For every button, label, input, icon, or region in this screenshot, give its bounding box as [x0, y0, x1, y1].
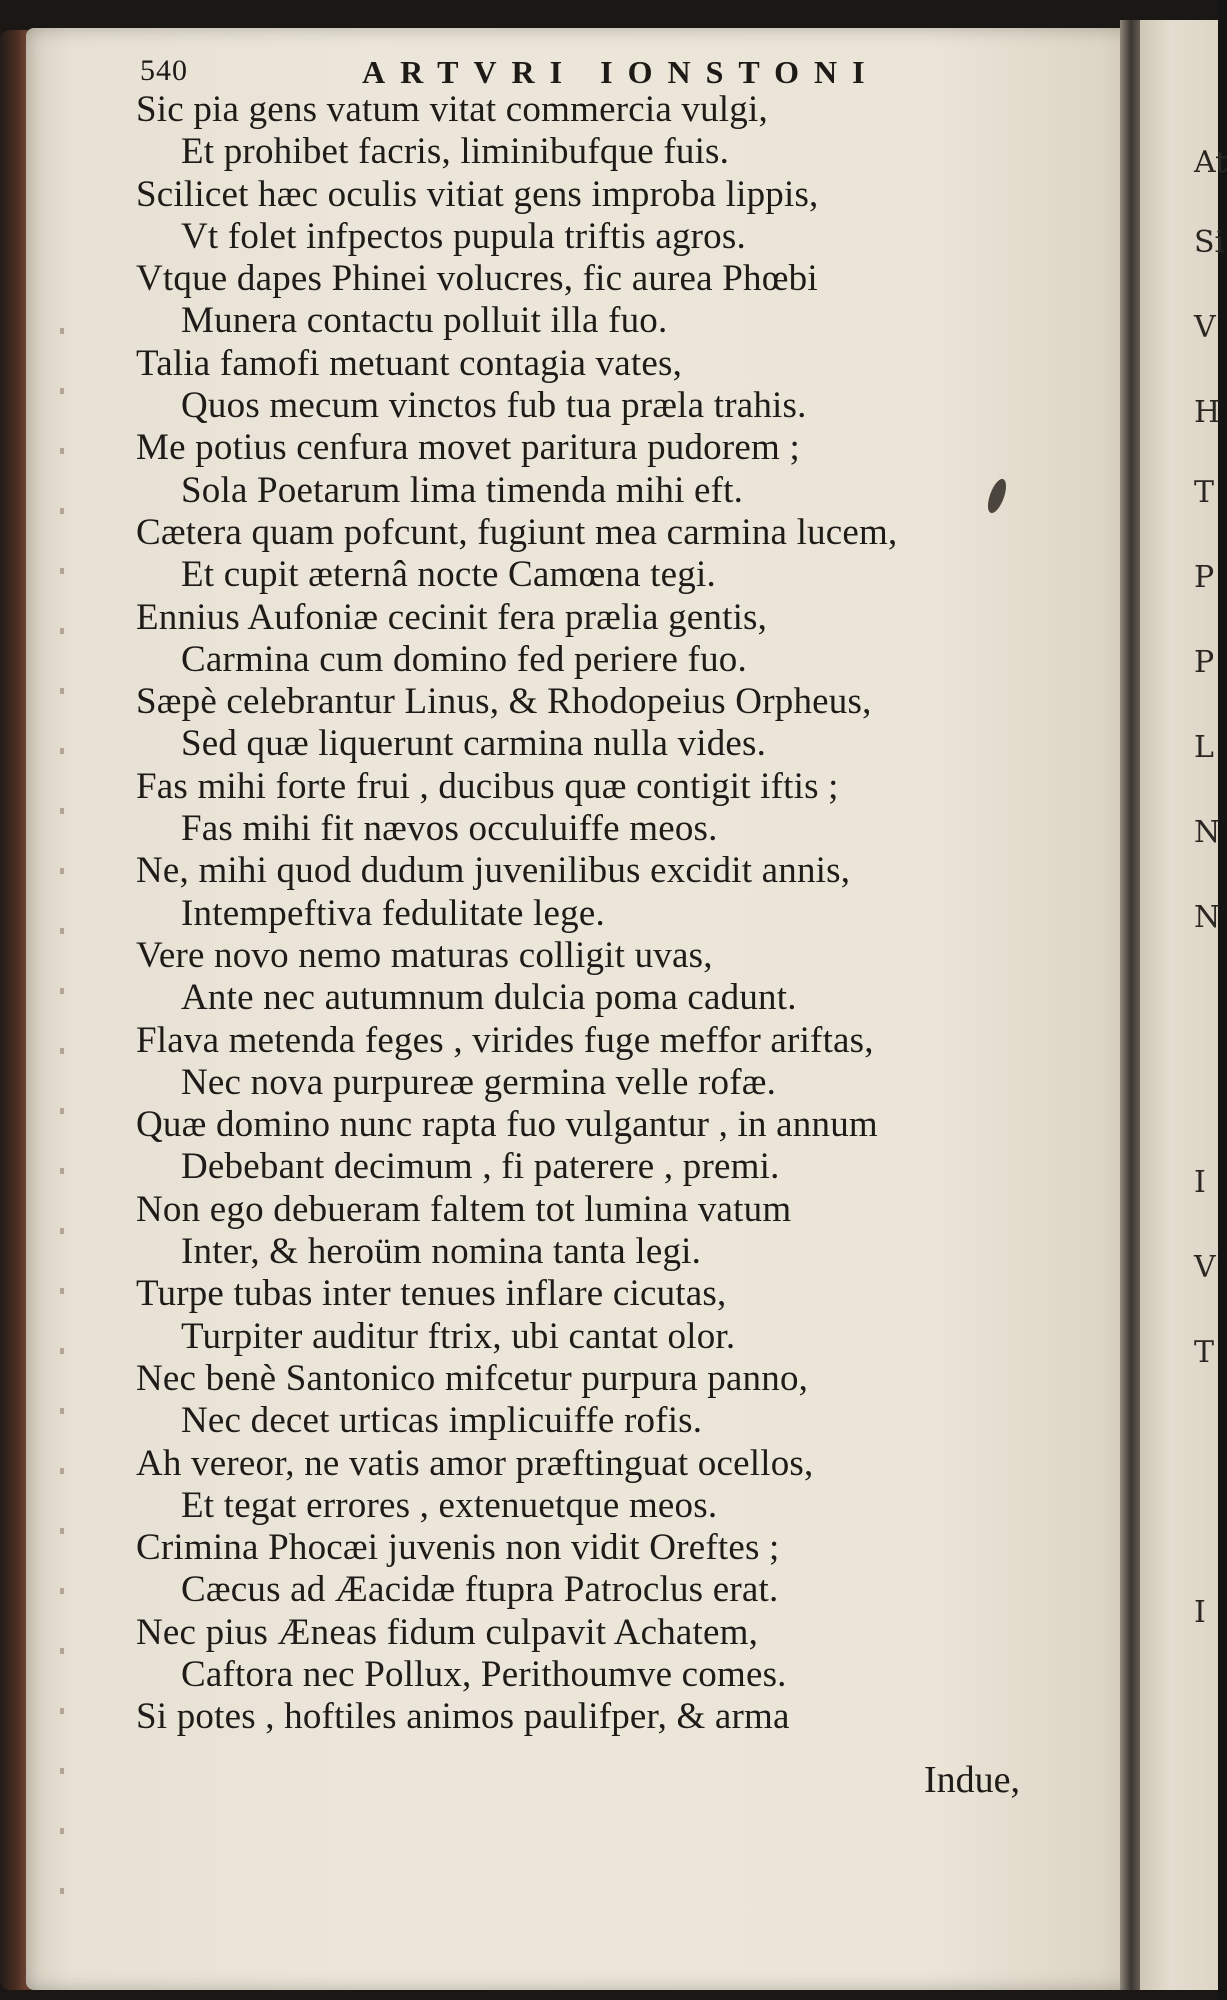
verse-line: Caftora nec Pollux, Perithoumve comes. [181, 1653, 787, 1695]
verse-line: Intempeftiva fedulitate lege. [181, 892, 605, 934]
page-header [130, 50, 1030, 94]
verse-line: Ah vereor, ne vatis amor præftinguat ocellos, [136, 1442, 814, 1484]
verse-line: Sæpè celebrantur Linus, & Rhodopeius Orpheus, [136, 681, 872, 723]
verse-line: Talia famofi metuant contagia vates, [136, 342, 683, 384]
verse-line: Vtque dapes Phinei volucres, fic aurea Phœbi [136, 258, 818, 300]
facing-page-fragment: T [1194, 475, 1215, 510]
verse-line: Et cupit æternâ nocte Camœna tegi. [181, 554, 716, 596]
verse-line: Me potius cenfura movet paritura pudorem ; [136, 427, 800, 469]
verse-line: Fas mihi forte frui , ducibus quæ contigit iftis ; [136, 765, 839, 807]
facing-page-fragment: L [1194, 730, 1214, 765]
verse-line: Sic pia gens vatum vitat commercia vulgi, [136, 89, 768, 130]
verse-line: Crimina Phocæi juvenis non vidit Oreftes ; [136, 1527, 780, 1569]
verse-line: Et prohibet facris, liminibufque fuis. [181, 131, 730, 173]
running-head: ARTVRI IONSTONI [362, 54, 880, 90]
facing-page-fragment: N [1194, 815, 1221, 850]
facing-page-edge [1140, 20, 1227, 1990]
facing-page-fragment: P [1194, 645, 1215, 680]
verse-line: Sola Poetarum lima timenda mihi eft. [181, 469, 744, 511]
verse-line: Ante nec autumnum dulcia poma cadunt. [181, 977, 797, 1019]
verse-line: Munera contactu polluit illa fuo. [181, 300, 668, 342]
verse-line: Ennius Aufoniæ cecinit fera prælia gentis, [136, 596, 768, 638]
verse-line: Inter, & heroüm nomina tanta legi. [181, 1231, 702, 1273]
page-number: 540 [140, 54, 188, 87]
verse-line: Carmina cum domino fed periere fuo. [181, 638, 747, 680]
verse-line: Scilicet hæc oculis vitiat gens improba lippis, [136, 173, 819, 215]
facing-page-fragment: T [1194, 1335, 1215, 1370]
facing-page-fragment: P [1194, 560, 1215, 595]
verse-line: Quos mecum vinctos fub tua præla trahis. [181, 385, 807, 427]
facing-page-fragment: H [1194, 395, 1221, 430]
verse-line: Debebant decimum , fi paterere , premi. [181, 1146, 780, 1188]
verse-line: Cæcus ad Æacidæ ftupra Patroclus erat. [181, 1569, 779, 1611]
verse-line: Nec decet urticas implicuiffe rofis. [181, 1400, 703, 1442]
verse-line: Nec nova purpureæ germina velle rofæ. [181, 1061, 777, 1103]
book-gutter [1120, 20, 1142, 1990]
verse-line: Si potes , hoftiles animos paulifper, & arma [136, 1696, 790, 1738]
verse-block [136, 89, 1096, 1739]
verse-line: Et tegat errores , extenuetque meos. [181, 1484, 718, 1526]
verse-line: Non ego debueram faltem tot lumina vatum [136, 1188, 792, 1230]
facing-page-fragment: I [1194, 1165, 1206, 1200]
facing-page-fragment: V [1194, 1250, 1216, 1285]
verse-line: Nec benè Santonico mifcetur purpura panno, [136, 1357, 809, 1399]
verse-line: Turpe tubas inter tenues inflare cicutas, [136, 1273, 727, 1315]
verse-line: Ne, mihi quod dudum juvenilibus excidit annis, [136, 850, 851, 892]
verse-line: Turpiter auditur ftrix, ubi cantat olor. [181, 1315, 736, 1357]
page-edge-stains [60, 328, 64, 1928]
facing-page-fragment: N [1194, 900, 1221, 935]
verse-line: Cætera quam pofcunt, fugiunt mea carmina lucem, [136, 511, 898, 553]
verse-line: Vere novo nemo maturas colligit uvas, [136, 934, 713, 976]
facing-page-fragment: At [1194, 145, 1227, 180]
verse-line: Vt folet infpectos pupula triftis agros. [181, 215, 746, 257]
verse-line: Nec pius Æneas fidum culpavit Achatem, [136, 1611, 759, 1653]
verse-line: Quæ domino nunc rapta fuo vulgantur , in annum [136, 1104, 878, 1146]
verse-line: Fas mihi fit nævos occuluiffe meos. [181, 808, 718, 850]
facing-page-fragment: V [1194, 310, 1216, 345]
catchword: Indue, [924, 1759, 1021, 1801]
verse-line: Sed quæ liquerunt carmina nulla vides. [181, 723, 767, 765]
verse-line: Flava metenda feges , virides fuge meffor ariftas, [136, 1019, 874, 1061]
facing-page-fragment: I [1194, 1595, 1206, 1630]
facing-page-fragment: Si [1194, 225, 1225, 260]
